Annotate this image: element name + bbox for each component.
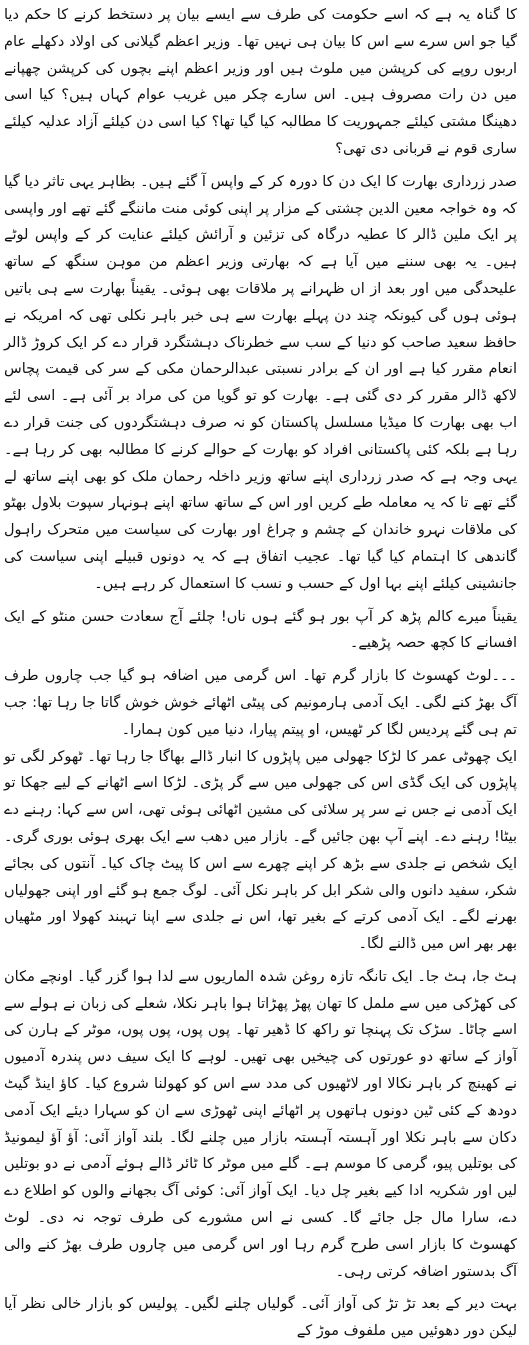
- paragraph: یقیناً میرے کالم پڑھ کر آپ بور ہو گئے ہوں ناں! چلئے آج سعادت حسن منٹو کے ایک افسانے کا کچھ حصہ پڑھیے۔: [4, 608, 517, 652]
- paragraph: بہت دیر کے بعد تڑ تڑ کی آواز آئی۔ گولیاں چلنے لگیں۔ پولیس کو بازار خالی نظر آیا لیکن دور دھوئیں میں ملفوف موڑ کے: [4, 1296, 517, 1340]
- paragraph: ہٹ جا، ہٹ جا۔ ایک تانگہ تازہ روغن شدہ الماریوں سے لدا ہوا گزر گیا۔ اونچے مکان کی کھڑکی میں سے ململ کا تھان پھڑ پھڑاتا ہوا باہر نکلا، شعلے کی زبان نے ہولے سے اسے چاٹا۔ سڑک تک پہنچا تو راکھ کا ڈھیر تھا۔ پوں پوں، پوں پوں، موٹر کے ہارن کی آواز کے ساتھ دو عورتوں کی چیخیں بھی تھیں۔ لوہے کا ایک سیف دس پندرہ آدمیوں نے کھینچ کر باہر نکالا اور لاٹھیوں کی مدد سے اس کو کھولنا شروع کیا۔ کاؤ اینڈ گیٹ دودھ کے کئی ٹین دونوں ہاتھوں پر اٹھائے اپنی ٹھوڑی سے ان کو سہارا دیئے ایک آدمی دکان سے باہر نکلا اور آہستہ آہستہ بازار میں چلنے لگا۔ بلند آواز آئی: آؤ آؤ لیمونیڈ کی بوتلیں پیو، گرمی کا موسم ہے۔ گلے میں موٹر کا ٹائر ڈالے ہوئے آدمی نے دو بوتلیں لیں اور شکریہ ادا کیے بغیر چل دیا۔ ایک آواز آئی: کوئی آگ بجھانے والوں کو اطلاع دے دے، سارا مال جل جائے گا۔ کسی نے اس مشورے کی طرف توجہ نہ دی۔ لوٹ کھسوٹ کا بازار اسی طرح گرم رہا اور اس گرمی میں چاروں طرف بھڑ کنے والی آگ بدستور اضافہ کرتی رہی۔: [4, 968, 517, 1280]
- paragraph: کا گناہ یہ ہے کہ اسے حکومت کی طرف سے ایسے بیان پر دستخط کرنے کا حکم دیا گیا جو اس سرے سے اس کا بیان ہی نہیں تھا۔ وزیر اعظم گیلانی کی اولاد دکھلے عام اربوں روپے کی کرپشن میں ملوث ہیں اور وزیر اعظم اپنے بچوں کی کرپشن چھپانے میں دن رات مصروف ہیں۔ اس سارے چکر میں غریب عوام کہاں ہیں؟ کیا اسی دھینگا مشتی کیلئے جمہوریت کا مطالبہ کیا گیا تھا؟ کیا اسی دن کیلئے آزاد عدلیہ کیلئے ساری قوم نے قربانی دی تھی؟: [4, 7, 517, 157]
- paragraph: ۔۔۔لوٹ کھسوٹ کا بازار گرم تھا۔ اس گرمی میں اضافہ ہو گیا جب چاروں طرف آگ بھڑ کنے لگی۔ ایک آدمی ہارمونیم کی پیٹی اٹھائے خوش خوش گاتا جا رہا تھا: جب تم ہی گئے پردیس لگا کر ٹھیس، او پیتم پیارا، دنیا میں کون ہمارا۔: [4, 668, 517, 738]
- paragraph: صدر زرداری بھارت کا ایک دن کا دورہ کر کے واپس آ گئے ہیں۔ بظاہر یہی تاثر دیا گیا کہ وہ خواجہ معین الدین چشتی کے مزار پر اپنی کوئی منت ماننگے گئے تھے اور واپسی پر ایک ملین ڈالر کا عطیہ درگاہ کی تزئین و آرائش کیلئے عنایت کر کے واپس لوٹے ہیں۔ یہ بھی سننے میں آیا ہے کہ بھارتی وزیر اعظم من موہن سنگھ کے ساتھ علیحدگی میں اور بعد از اں ظہرانے پر ملاقات بھی ہوئی۔ یقیناً بھارت سے ہی باتیں ہوئی ہوں گی کیونکہ چند دن پہلے بھارت سے ہی خبر باہر نکلی تھی کہ امریکہ نے حافظ سعید صاحب کو دنیا کے سب سے خطرناک دہشتگرد قرار دے کر ایک کروڑ ڈالر انعام مقرر کیا ہے اور ان کے برادر نسبتی عبدالرحمان مکی کے سر کی قیمت پچاس لاکھ ڈالر مقرر کر دی گئی ہے۔ بھارت کو تو گویا من کی مراد بر آئی ہے۔ اسی لئے اب بھی بھارت کا میڈیا مسلسل پاکستان کو نہ صرف دہشتگردوں کی جنت قرار دے رہا ہے بلکہ کئی پاکستانی افراد کو بھارت کے حوالے کرنے کا مطالبہ بھی کر رہا ہے۔ یہی وجہ ہے کہ صدر زرداری اپنے ساتھ وزیر داخلہ رحمان ملک کو بھی اپنے ساتھ لے گئے تھے تا کہ یہ معاملہ طے کریں اور اس کے ساتھ ساتھ اپنے ہونہار سپوت بلاول بھٹو کی ملاقات نہرو خاندان کے چشم و چراغ اور بھارت کی سیاست میں متحرک راہول گاندھی کا اہتمام کیا گیا تھا۔ عجیب اتفاق ہے کہ یہ دونوں قبیلے اپنی سیاست کی جانشینی کیلئے اپنے بہا اول کے حسب و نسب کا استعمال کر رہے ہیں۔: [4, 173, 517, 592]
- paragraph: ایک چھوٹی عمر کا لڑکا جھولی میں پاپڑوں کا انبار ڈالے بھاگا جا رہا تھا۔ ٹھوکر لگی تو پاپڑوں کی ایک گڈی اس کی جھولی میں سے گر پڑی۔ لڑکا اسے اٹھانے کے لیے جھکا تو ایک آدمی نے جس نے سر پر سلائی کی مشین اٹھائی ہوئی تھی، اس سے کہا: رہنے دے بیٹا! رہنے دے۔ اپنے آپ بھن جائیں گے۔ بازار میں دھب سے ایک بھری ہوئی بوری گری۔ ایک شخص نے جلدی سے بڑھ کر اپنے چھرے سے اس کا پیٹ چاک کیا۔ آنتوں کی بجائے شکر، سفید دانوں والی شکر ابل کر باہر نکل آئی۔ لوگ جمع ہو گئے اور اپنی جھولیاں بھرنے لگے۔ ایک آدمی کرتے کے بغیر تھا، اس نے جلدی سے اپنا تہبند کھولا اور مٹھیاں بھر بھر اس میں ڈالنے لگا۔: [4, 748, 517, 953]
